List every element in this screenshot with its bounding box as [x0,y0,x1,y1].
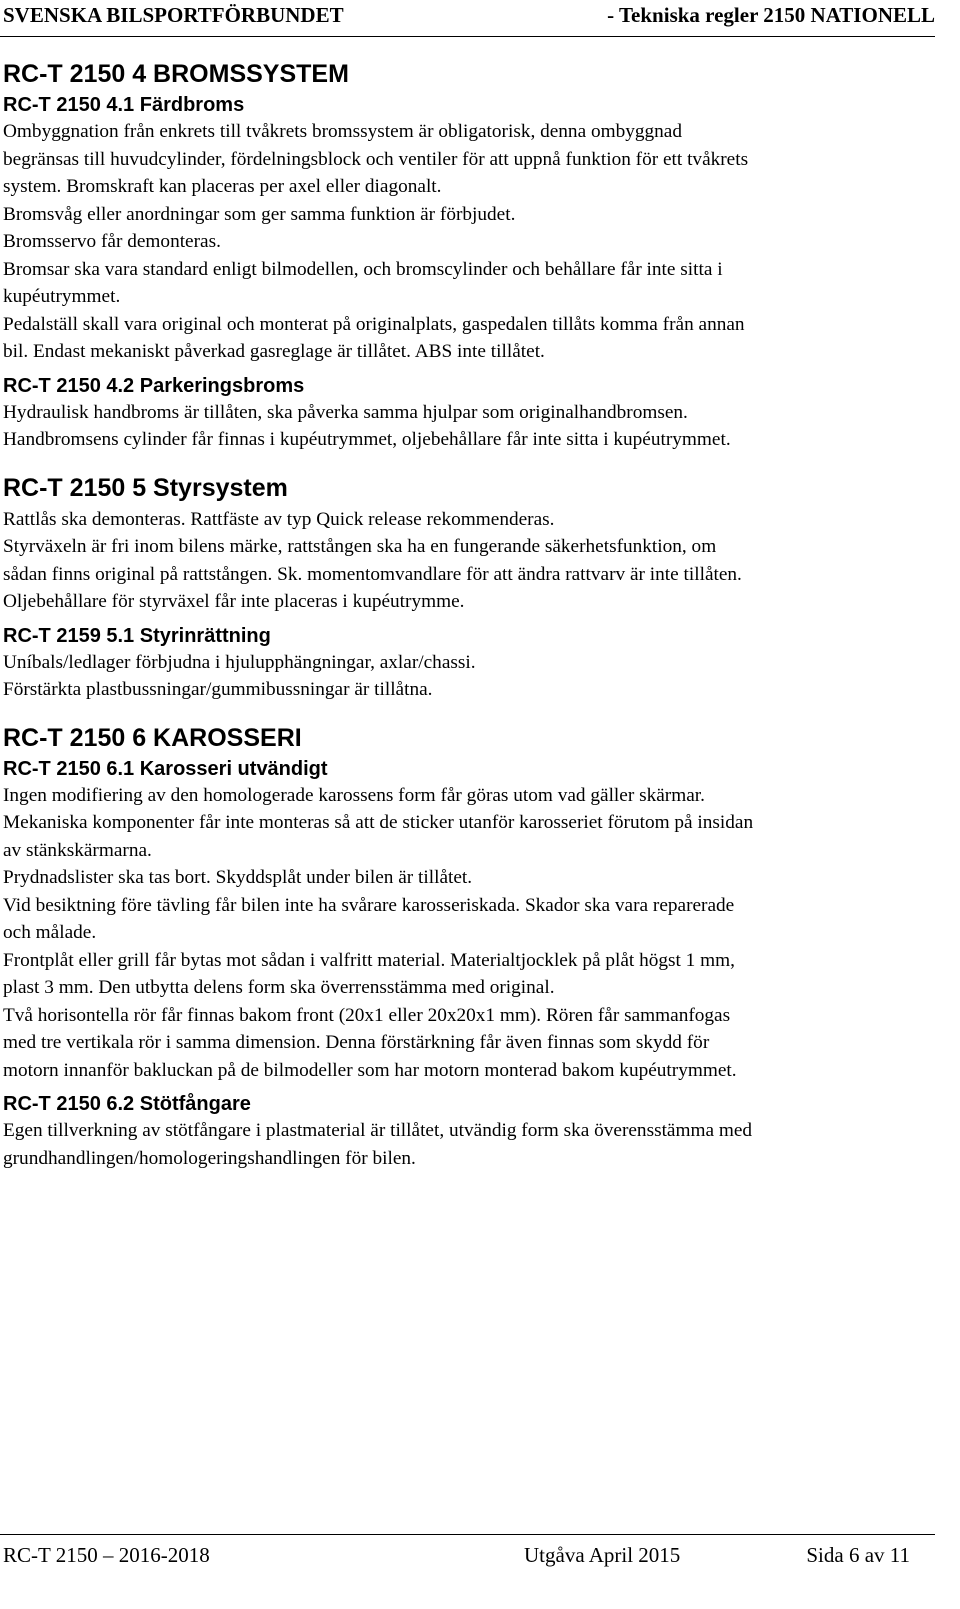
subsection-heading-fardbroms: RC-T 2150 4.1 Färdbroms [3,94,245,116]
paragraph-line: Ombyggnation från enkrets till tvåkrets bromssystem är obligatorisk, denna ombyggnad [3,121,682,142]
subsection-heading-styrinrattning: RC-T 2159 5.1 Styrinrättning [3,624,271,647]
paragraph-line: Mekaniska komponenter får inte monteras så att de sticker utanför karosseriet förutom på insidan [3,812,754,833]
paragraph-line: med tre vertikala rör i samma dimension. Denna förstärkning får även finnas som skydd för [3,1032,710,1053]
subsection-heading-parkeringsbroms: RC-T 2150 4.2 Parkeringsbroms [3,374,305,397]
subsection-heading-stotfangare: RC-T 2150 6.2 Stötfångare [3,1093,251,1115]
paragraph-line: Bromsservo får demonteras. [3,231,221,252]
section-heading-karosseri: RC-T 2150 6 KAROSSERI [3,723,302,752]
paragraph-line: grundhandlingen/homologeringshandlingen för bilen. [3,1147,416,1169]
footer-page-number: Sida 6 av 11 [806,1543,910,1567]
subsection-heading-karosseri-utvandigt: RC-T 2150 6.1 Karosseri utvändigt [3,757,328,780]
paragraph-line: begränsas till huvudcylinder, fördelningsblock och ventiler för att uppnå funktion för ett tvåkrets [3,148,749,170]
page-content [3,58,935,1172]
section-heading-bromssystem: RC-T 2150 4 BROMSSYSTEM [3,60,349,88]
paragraph-line: Ingen modifiering av den homologerade karossens form får göras utom vad gäller skärmar. [3,784,705,806]
paragraph-line: bil. Endast mekaniskt påverkad gasreglage är tillåtet. ABS inte tillåtet. [3,341,545,362]
page-header [3,0,935,30]
paragraph-line: Hydraulisk handbroms är tillåten, ska påverka samma hjulpar som originalhandbromsen. [3,401,688,423]
paragraph-line: Pedalställ skall vara original och monterat på originalplats, gaspedalen tillåts komma från annan [3,313,745,335]
section-heading-styrsystem: RC-T 2150 5 Styrsystem [3,473,288,502]
paragraph-line: Två horisontella rör får finnas bakom front (20x1 eller 20x20x1 mm). Rören får sammanfogas [3,1004,731,1026]
paragraph-line: motorn innanför bakluckan på de bilmodeller som har motorn monterad bakom kupéutrymmet. [3,1059,737,1081]
paragraph-line: system. Bromskraft kan placeras per axel eller diagonalt. [3,176,442,197]
footer-divider [0,1534,935,1535]
paragraph-line: plast 3 mm. Den utbytta delens form ska överrensstämma med original. [3,977,555,998]
paragraph-line: av stänkskärmarna. [3,839,152,861]
spacer [3,616,935,623]
paragraph-line: kupéutrymmet. [3,286,121,307]
footer-edition: Utgåva April 2015 [524,1543,681,1567]
spacer [3,366,935,373]
paragraph-line: Styrväxeln är fri inom bilens märke, rattstången ska ha en fungerande säkerhetsfunktion, om [3,536,717,557]
paragraph-line: sådan finns original på rattstången. Sk. momentomvandlare för att ändra rattvarv är inte tillåten. [3,563,742,585]
page-footer [3,1540,935,1570]
header-organization: SVENSKA BILSPORTFÖRBUNDET [3,3,344,27]
paragraph-line: Egen tillverkning av stötfångare i plastmaterial är tillåtet, utvändig form ska överensstämma med [3,1120,753,1141]
paragraph-line: Handbromsens cylinder får finnas i kupéutrymmet, oljebehållare får inte sitta i kupéutrymmet. [3,429,731,450]
paragraph-line: Förstärkta plastbussningar/gummibussningar är tillåtna. [3,679,433,700]
paragraph-line: Oljebehållare för styrväxel får inte placeras i kupéutrymme. [3,591,465,612]
header-divider [0,36,935,37]
paragraph-line: Rattlås ska demonteras. Rattfäste av typ Quick release rekommenderas. [3,508,555,530]
paragraph-line: Bromsvåg eller anordningar som ger samma funktion är förbjudet. [3,203,516,225]
spacer [3,454,935,472]
paragraph-line: Bromsar ska vara standard enligt bilmodellen, och bromscylinder och behållare får inte sitta i [3,258,723,280]
spacer [3,1084,935,1091]
paragraph-line: Uníbals/ledlager förbjudna i hjulupphängningar, axlar/chassi. [3,651,476,673]
spacer [3,704,935,722]
header-document-title: - Tekniska regler 2150 NATIONELL [607,3,935,27]
footer-document-id: RC-T 2150 – 2016-2018 [3,1543,210,1567]
paragraph-line: och målade. [3,922,97,943]
paragraph-line: Vid besiktning före tävling får bilen inte ha svårare karosseriskada. Skador ska vara reparerade [3,894,735,916]
paragraph-line: Frontplåt eller grill får bytas mot sådan i valfritt material. Materialtjocklek på plåt högst 1 mm, [3,949,735,971]
paragraph-line: Prydnadslister ska tas bort. Skyddsplåt under bilen är tillåtet. [3,867,473,888]
